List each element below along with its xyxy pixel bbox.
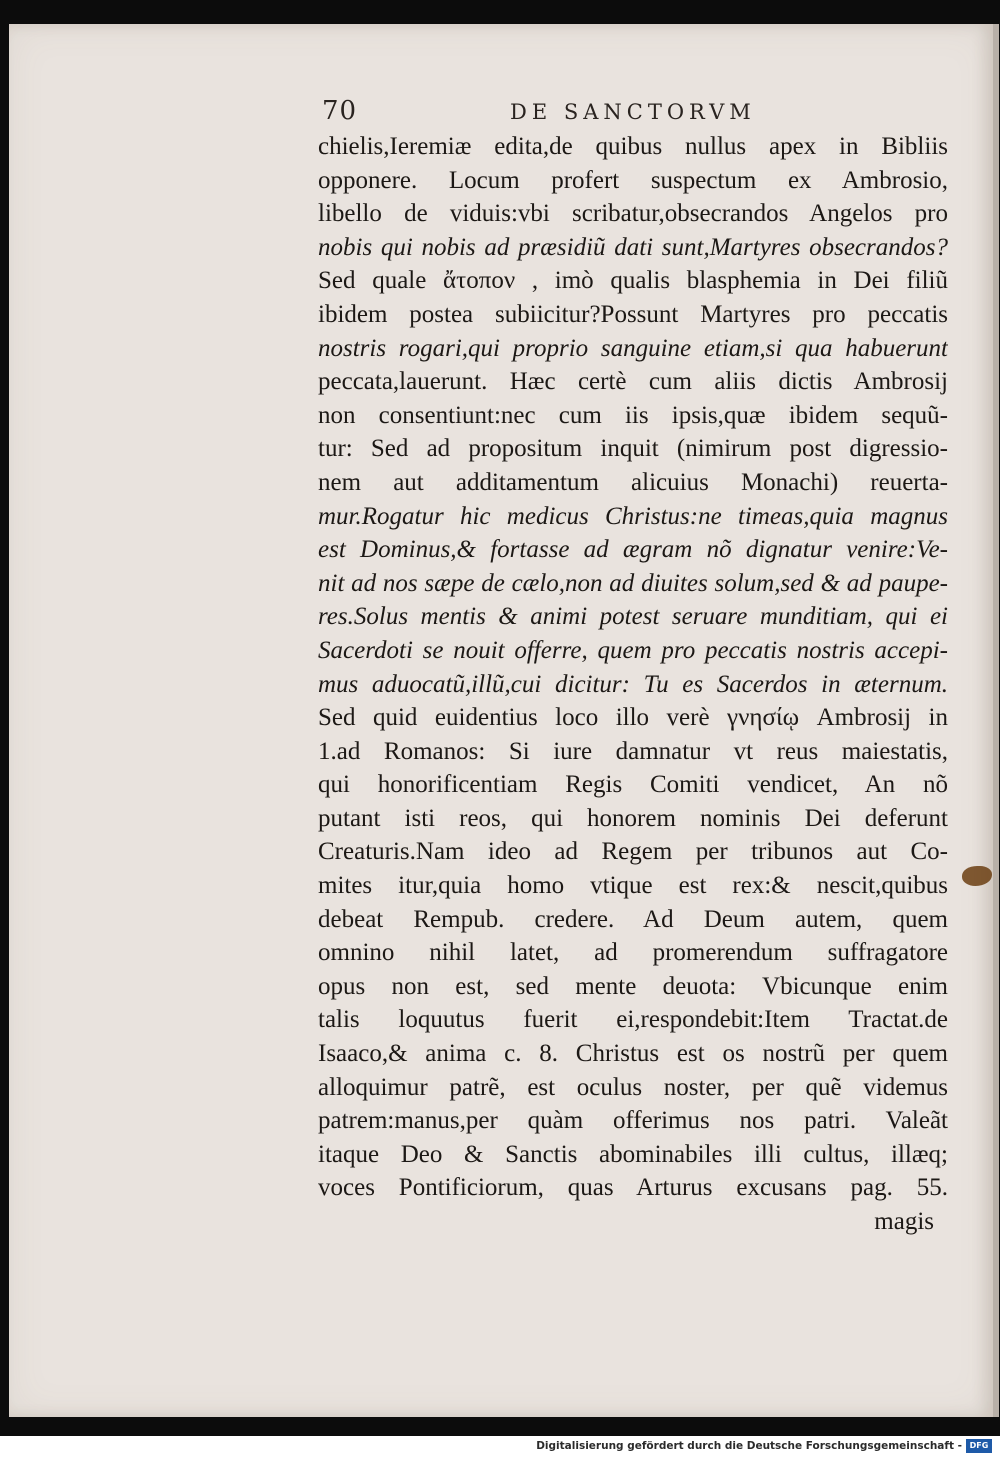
text-line: res.Solus mentis & animi potest seruare munditiam, qui ei [318,603,948,631]
text-line: putant isti reos, qui honorem nominis Dei deferunt [318,804,948,832]
text-line: nobis qui nobis ad præsidiũ dati sunt,Martyres obsecrandos? [318,233,948,261]
text-line: qui honorificentiam Regis Comiti vendicet, An nõ [318,771,948,799]
text-line: omnino nihil latet, ad promerendum suffragatore [318,939,948,967]
dfg-logo: DFG [966,1439,992,1453]
running-title: DE SANCTORVM [510,100,756,124]
text-line: 1.ad Romanos: Si iure damnatur vt reus maiestatis, [318,737,948,765]
catchword: magis [874,1208,934,1235]
footer-bar [0,1436,1000,1459]
body-text [318,130,948,1239]
text-line: Isaaco,& anima c. 8. Christus est os nostrũ per quem [318,1040,948,1068]
text-line: chielis,Ieremiæ edita,de quibus nullus apex in Bibliis [318,133,948,160]
text-line: mites itur,quia homo vtique est rex:& nescit,quibus [318,872,948,900]
text-line: Sed quale ἄτοπον , imò qualis blasphemia in Dei filiũ [318,267,948,295]
page-number: 70 [322,96,358,126]
text-line: opponere. Locum profert suspectum ex Ambrosio, [318,166,948,194]
text-line: peccata,lauerunt. Hæc certè cum aliis dictis Ambrosij [318,368,948,396]
text-line: Creaturis.Nam ideo ad Regem per tribunos aut Co- [318,838,948,866]
text-line: voces Pontificiorum, quas Arturus excusans pag. 55. [318,1174,948,1202]
text-line: tur: Sed ad propositum inquit (nimirum post digressio- [318,435,948,463]
text-line: nem aut additamentum alicuius Monachi) reuerta- [318,468,948,496]
text-line: est Dominus,& fortasse ad ægram nõ dignatur venire:Ve- [318,536,948,564]
text-line: Sacerdoti se nouit offerre, quem pro peccatis nostris accepi- [318,636,948,664]
funding-credit: Digitalisierung gefördert durch die Deutsche Forschungsgemeinschaft - [536,1440,962,1452]
text-line: non consentiunt:nec cum iis ipsis,quæ ibidem sequũ- [318,401,948,429]
text-line: patrem:manus,per quàm offerimus nos patri. Valeãt [318,1107,948,1135]
text-line: mus aduocatũ,illũ,cui dicitur: Tu es Sacerdos in æternum. [318,670,948,698]
text-line: ibidem postea subiicitur?Possunt Martyres pro peccatis [318,300,948,328]
text-line: nostris rogari,qui proprio sanguine etiam,si qua habuerunt [318,334,948,362]
text-line: Sed quid euidentius loco illo verè γνησίῳ Ambrosij in [318,704,948,732]
text-line: itaque Deo & Sanctis abominabiles illi cultus, illæq; [318,1140,948,1168]
text-line: opus non est, sed mente deuota: Vbicunque enim [318,972,948,1000]
text-line: libello de viduis:vbi scribatur,obsecrandos Angelos pro [318,200,948,228]
text-line: debeat Rempub. credere. Ad Deum autem, quem [318,905,948,933]
text-line: alloquimur patrẽ, est oculus noster, per quẽ videmus [318,1073,948,1101]
text-line: talis loquutus fuerit ei,respondebit:Item Tractat.de [318,1006,948,1034]
text-line: nit ad nos sæpe de cælo,non ad diuites solum,sed & ad paupe- [318,569,948,597]
text-lines [318,130,948,1205]
text-line: mur.Rogatur hic medicus Christus:ne timeas,quia magnus [318,502,948,530]
